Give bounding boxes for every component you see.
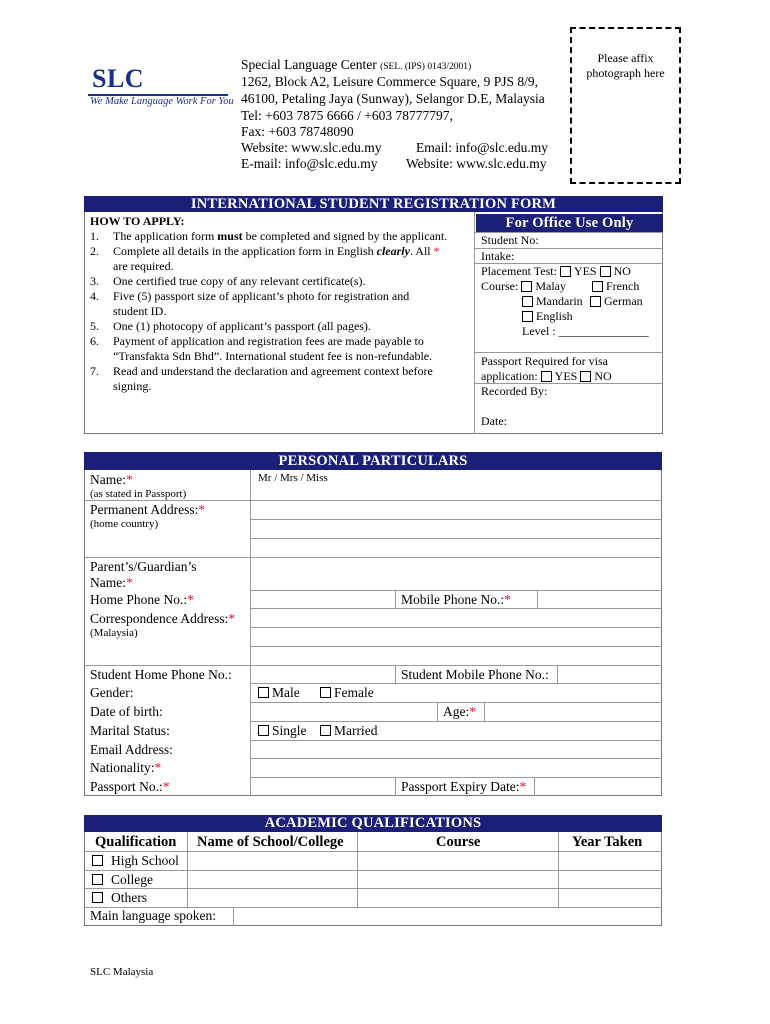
checkbox[interactable] bbox=[560, 266, 571, 277]
list-item: 7. Read and understand the declaration and agreement context before bbox=[90, 364, 433, 378]
guardian-name-field[interactable] bbox=[252, 558, 661, 589]
home-country-note: (home country) bbox=[90, 518, 159, 530]
list-item: 3. One certified true copy of any relevant certificate(s). bbox=[90, 274, 366, 288]
main-language-label: Main language spoken: bbox=[90, 908, 216, 923]
website-line-a: Website: www.slc.edu.my bbox=[241, 140, 382, 155]
checkbox[interactable] bbox=[522, 296, 533, 307]
email-field[interactable] bbox=[252, 741, 661, 757]
address-line-1: 1262, Block A2, Leisure Commerce Square, 9 PJS 8/9, bbox=[241, 74, 538, 89]
list-item: 6. Payment of application and registration fees are made payable to bbox=[90, 334, 424, 348]
student-mobile-phone-field[interactable] bbox=[559, 666, 661, 682]
passport-expiry-label: Passport Expiry Date:* bbox=[401, 779, 527, 794]
address-line-2: 46100, Petaling Jaya (Sunway), Selangor D.E, Malaysia bbox=[241, 91, 545, 106]
checkbox[interactable] bbox=[600, 266, 611, 277]
list-item: 2. Complete all details in the application form in English clearly. All * bbox=[90, 244, 440, 258]
placement-test-row: Placement Test: YES NO bbox=[481, 264, 631, 278]
checkbox[interactable] bbox=[590, 296, 601, 307]
single-option[interactable]: Single bbox=[258, 723, 307, 739]
mobile-phone-field[interactable] bbox=[539, 591, 661, 607]
form-title: INTERNATIONAL STUDENT REGISTRATION FORM bbox=[84, 196, 663, 212]
mobile-phone-label: Mobile Phone No.:* bbox=[401, 592, 511, 607]
checkbox[interactable] bbox=[258, 725, 269, 736]
home-phone-label: Home Phone No.:* bbox=[90, 592, 194, 607]
checkbox[interactable] bbox=[580, 371, 591, 382]
checkbox[interactable] bbox=[592, 281, 603, 292]
checkbox[interactable] bbox=[320, 725, 331, 736]
passport-required-label: Passport Required for visa bbox=[481, 354, 608, 368]
photo-text-2: photograph here bbox=[586, 66, 665, 80]
nationality-label: Nationality:* bbox=[90, 760, 162, 775]
marital-label: Marital Status: bbox=[90, 723, 170, 738]
guardian-label-2: Name:* bbox=[90, 575, 133, 590]
mandarin-option: Mandarin bbox=[522, 294, 583, 309]
center-reg: (SEL. (IPS) 0143/2001) bbox=[380, 62, 472, 72]
malaysia-note: (Malaysia) bbox=[90, 627, 138, 639]
checkbox[interactable] bbox=[92, 855, 103, 866]
guardian-label-1: Parent’s/Guardian’s bbox=[90, 559, 197, 574]
married-option[interactable]: Married bbox=[320, 723, 377, 739]
year-cells[interactable] bbox=[560, 852, 661, 906]
intake-label: Intake: bbox=[481, 249, 515, 263]
divider bbox=[250, 470, 251, 796]
list-item: student ID. bbox=[113, 304, 167, 318]
divider bbox=[557, 665, 558, 683]
divider bbox=[474, 212, 475, 434]
german-option: German bbox=[590, 294, 643, 309]
qualification-high-school[interactable]: High School bbox=[92, 853, 179, 869]
tel-line: Tel: +603 7875 6666 / +603 78777797, bbox=[241, 108, 453, 123]
school-name-cells[interactable] bbox=[189, 852, 356, 906]
main-language-field[interactable] bbox=[235, 908, 661, 925]
application-row: application: YES NO bbox=[481, 369, 612, 383]
english-option: English bbox=[522, 309, 573, 324]
header-course: Course bbox=[436, 834, 481, 850]
checkbox[interactable] bbox=[541, 371, 552, 382]
date-label: Date: bbox=[481, 414, 507, 428]
name-label: Name:* bbox=[90, 472, 133, 487]
email-line-b: E-mail: info@slc.edu.my bbox=[241, 156, 378, 171]
divider bbox=[250, 683, 662, 684]
divider bbox=[395, 665, 396, 683]
divider bbox=[250, 721, 662, 722]
divider bbox=[558, 832, 559, 907]
level-label: Level : _______________ bbox=[522, 324, 649, 338]
checkbox[interactable] bbox=[92, 892, 103, 903]
list-item: 5. One (1) photocopy of applicant’s passport (all pages). bbox=[90, 319, 371, 333]
dob-label: Date of birth: bbox=[90, 704, 163, 719]
divider bbox=[357, 832, 358, 907]
divider bbox=[395, 777, 396, 796]
logo-tagline: We Make Language Work For You bbox=[90, 96, 234, 107]
correspondence-field[interactable] bbox=[252, 609, 661, 664]
header-year: Year Taken bbox=[572, 834, 643, 850]
recorded-by-label: Recorded By: bbox=[481, 384, 548, 398]
course-row: Course: Malay bbox=[481, 279, 566, 293]
website-line-b: Website: www.slc.edu.my bbox=[406, 156, 547, 171]
academic-title: ACADEMIC QUALIFICATIONS bbox=[84, 815, 662, 832]
home-phone-field[interactable] bbox=[252, 591, 394, 607]
permanent-address-field[interactable] bbox=[252, 501, 661, 556]
student-mobile-phone-label: Student Mobile Phone No.: bbox=[401, 667, 549, 682]
photo-box[interactable] bbox=[570, 27, 681, 184]
list-item: 4. Five (5) passport size of applicant’s photo for registration and bbox=[90, 289, 410, 303]
qualification-college[interactable]: College bbox=[92, 872, 153, 888]
checkbox[interactable] bbox=[320, 687, 331, 698]
divider bbox=[395, 590, 396, 608]
center-name-line bbox=[241, 57, 471, 73]
age-field[interactable] bbox=[486, 703, 661, 720]
divider bbox=[437, 702, 438, 721]
header-qualification: Qualification bbox=[95, 834, 177, 850]
list-item: are required. bbox=[113, 259, 174, 273]
divider bbox=[484, 702, 485, 721]
course-cells[interactable] bbox=[359, 852, 557, 906]
student-no-label: Student No: bbox=[481, 233, 539, 247]
list-item: 1. The application form must be completed and signed by the applicant. bbox=[90, 229, 448, 243]
list-item: signing. bbox=[113, 379, 152, 393]
personal-title: PERSONAL PARTICULARS bbox=[84, 452, 662, 470]
title-options: Mr / Mrs / Miss bbox=[258, 472, 328, 484]
qualification-others[interactable]: Others bbox=[92, 890, 147, 906]
checkbox[interactable] bbox=[258, 687, 269, 698]
center-name: Special Language Center bbox=[241, 57, 377, 72]
list-item: “Transfakta Sdn Bhd”. International student fee is non-refundable. bbox=[113, 349, 433, 363]
logo-title: SLC bbox=[92, 64, 145, 93]
passport-no-field[interactable] bbox=[252, 778, 394, 795]
female-option[interactable]: Female bbox=[320, 685, 374, 701]
age-label: Age:* bbox=[443, 704, 476, 719]
office-use-title: For Office Use Only bbox=[476, 214, 663, 232]
divider bbox=[474, 352, 663, 353]
divider bbox=[534, 777, 535, 796]
header-school: Name of School/College bbox=[197, 834, 344, 850]
french-option: French bbox=[592, 279, 639, 294]
male-option[interactable]: Male bbox=[258, 685, 300, 701]
correspondence-label: Correspondence Address:* bbox=[90, 611, 236, 626]
footer-text: SLC Malaysia bbox=[90, 966, 154, 978]
name-note: (as stated in Passport) bbox=[90, 488, 187, 500]
email-line-a: Email: info@slc.edu.my bbox=[416, 140, 549, 155]
name-field[interactable] bbox=[252, 486, 661, 499]
divider bbox=[187, 832, 188, 907]
how-to-apply-list bbox=[90, 229, 447, 394]
fax-line: Fax: +603 78748090 bbox=[241, 124, 354, 139]
permanent-address-label: Permanent Address:* bbox=[90, 502, 206, 517]
nationality-field[interactable] bbox=[252, 759, 661, 776]
email-label: Email Address: bbox=[90, 742, 173, 757]
gender-label: Gender: bbox=[90, 685, 134, 700]
dob-field[interactable] bbox=[252, 703, 436, 720]
student-home-phone-label: Student Home Phone No.: bbox=[90, 667, 232, 682]
passport-no-label: Passport No.:* bbox=[90, 779, 170, 794]
checkbox[interactable] bbox=[522, 311, 533, 322]
checkbox[interactable] bbox=[92, 874, 103, 885]
divider bbox=[537, 590, 538, 608]
divider bbox=[233, 907, 234, 926]
student-home-phone-field[interactable] bbox=[252, 666, 394, 682]
photo-text-1: Please affix bbox=[597, 51, 654, 65]
passport-expiry-field[interactable] bbox=[536, 778, 661, 795]
how-to-apply-heading: HOW TO APPLY: bbox=[90, 214, 185, 228]
checkbox[interactable] bbox=[521, 281, 532, 292]
